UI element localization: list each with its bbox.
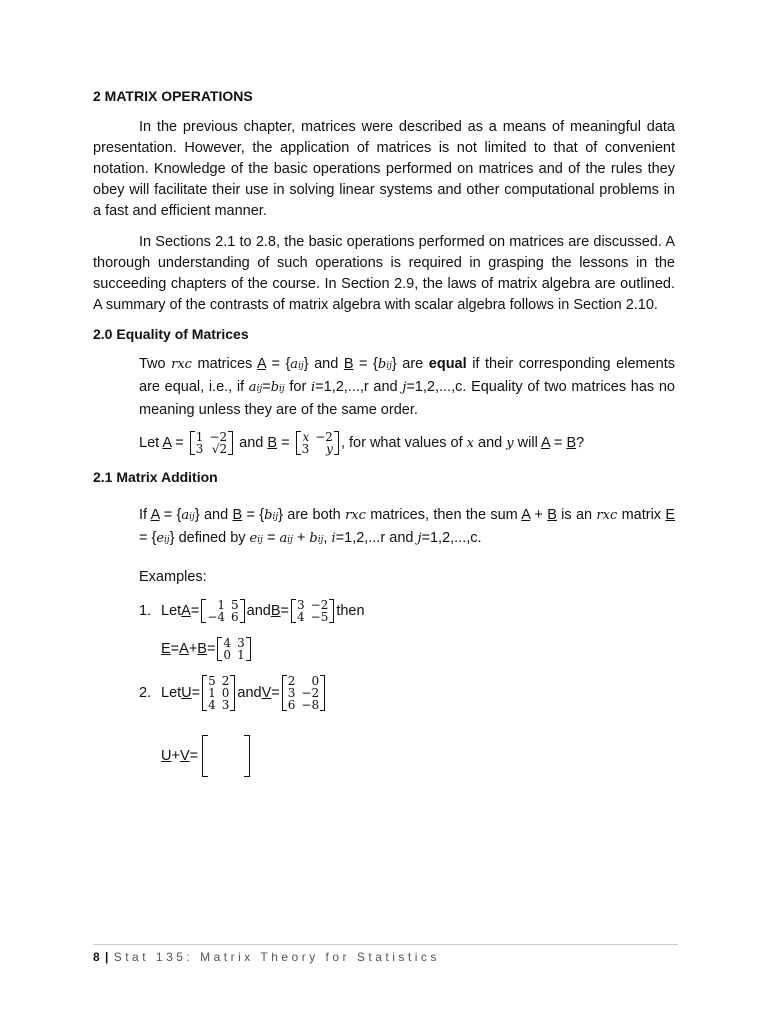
matrix-a [190,431,233,455]
matrix-cell: 4 [223,636,232,650]
example-2-result: U + V = [161,735,675,777]
matrix-b [296,431,339,455]
matrix-cell: −2 [310,598,329,612]
equality-definition: Two rxc matrices A = {aij} and B = {bij} are equal if their corresponding elements are equal, i.e., if aij=bij for i=1,2,...,r and j=1,2,...,c. Equality of two matrices has no meaning unless they are of the same order. [139,356,675,418]
matrix-cell: −8 [301,698,320,712]
examples-label: Examples: [139,569,207,585]
matrix-cell: 5 [208,674,216,688]
example-1-result: E = A + B = 4 3 0 1 [161,637,675,661]
matrix-cell: 5 [231,598,239,612]
matrix-cell: 3 [237,636,245,650]
matrix-cell: 3 [287,686,296,700]
matrix-cell: 1 [195,430,204,444]
matrix-cell: 0 [311,674,320,688]
example-2: 2. Let U = 5 2 1 0 4 3 and V = 2 0 3 −2 6 −8 [139,675,675,711]
course-title: Stat 135: Matrix Theory for Statistics [113,950,440,964]
equality-question: Let A = 1 −2 3 √2 and B = x −2 3 y , for what values of x and y will A = B? [139,430,585,456]
matrix-cell: 0 [223,648,232,662]
matrix-cell: 4 [297,610,305,624]
matrix-cell: 3 [297,598,305,612]
matrix-cell: −4 [207,610,226,624]
document-page [93,88,675,777]
matrix-cell: 2 [221,674,230,688]
chapter-heading: 2 MATRIX OPERATIONS [93,88,253,104]
addition-definition: If A = {aij} and B = {bij} are both rxc matrices, then the sum A + B is an rxc matrix E = {eij} defined by eij = aij + bij, i=1,2,...r and j=1,2,...,c. [139,507,676,546]
matrix-cell: 1 [237,648,245,662]
example-2-matrix-v [282,675,325,711]
intro-paragraph-1: In the previous chapter, matrices were described as a means of meaningful data presentation. However, the application of matrices is not limited to that of convenient notation. Knowledge of the basic operations performed on matrices and of the rules they obey will facilitate their use in solving linear systems and other computational problems in a fast and efficient manner. [93,119,675,219]
matrix-cell: 4 [208,698,216,712]
section-2-1-title: 2.1 Matrix Addition [93,469,218,485]
matrix-cell: y [326,442,333,456]
example-2-matrix-u [202,675,235,711]
matrix-cell: 6 [287,698,296,712]
example-1-matrix-e [217,637,250,661]
blank-result-matrix [202,735,250,777]
example-1-matrix-b [291,599,334,623]
matrix-cell: −2 [209,430,228,444]
example-1: 1. Let A = 1 5 −4 6 and B = 3 −2 4 −5 then [139,598,365,624]
section-2-0-title: 2.0 Equality of Matrices [93,326,249,342]
page-number: 8 [93,950,101,964]
matrix-cell: x [302,430,310,444]
matrix-cell: 1 [208,686,216,700]
matrix-cell: −2 [301,686,320,700]
matrix-cell: 6 [231,610,239,624]
matrix-cell: −2 [315,430,333,444]
page-footer: 8 | Stat 135: Matrix Theory for Statistics [93,944,678,964]
matrix-cell: 3 [195,442,204,456]
matrix-cell: 3 [221,698,230,712]
matrix-cell: −5 [310,610,329,624]
matrix-cell: 1 [217,598,226,612]
matrix-cell: 2 [287,674,296,688]
matrix-cell: √2 [211,442,228,456]
matrix-cell: 0 [221,686,230,700]
intro-paragraph-2: In Sections 2.1 to 2.8, the basic operations performed on matrices are discussed. A thorough understanding of such operations is required in grasping the lessons in the succeeding chapters of the course. In Section 2.9, the laws of matrix algebra are outlined. A summary of the contrasts of matrix algebra with scalar algebra follows in Section 2.10. [93,234,675,313]
example-1-matrix-a [201,599,244,623]
matrix-cell: 3 [301,442,310,456]
